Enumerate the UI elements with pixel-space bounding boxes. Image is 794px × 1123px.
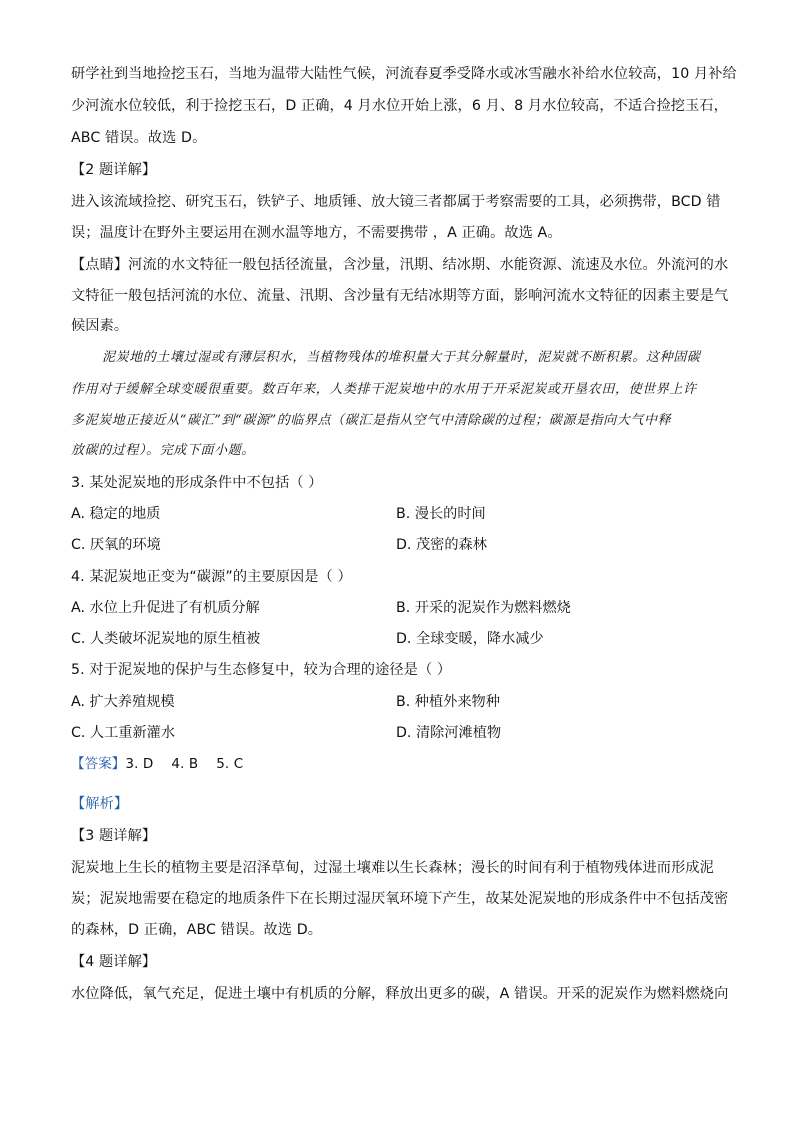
q3-line-2: 炭；泥炭地需要在稳定的地质条件下在长期过湿厌氧环境下产生，故某处泥炭地的形成条件中不包括茂密 bbox=[71, 891, 729, 907]
question-4-stem: 4. 某泥炭地正变为“碳源”的主要原因是（ ） bbox=[71, 569, 352, 585]
question-3-option-b: B. 漫长的时间 bbox=[396, 506, 486, 522]
passage-line-3: 多泥炭地正接近从“碳汇”到“碳源”的临界点（碳汇是指从空气中清除碳的过程；碳源是指向大气中释 bbox=[71, 413, 672, 428]
question-3-option-c: C. 厌氧的环境 bbox=[71, 537, 161, 553]
question-5-option-d: D. 清除河滩植物 bbox=[396, 725, 502, 741]
p1-line-2: 少河流水位较低，利于捡挖玉石，D 正确，4 月水位开始上涨，6 月、8 月水位较高，不适合捡挖玉石， bbox=[71, 98, 728, 114]
tip-line-3: 候因素。 bbox=[71, 318, 129, 334]
answer-3: 3. D bbox=[125, 756, 154, 772]
tip-line-1 bbox=[71, 255, 728, 275]
q3-line-3: 的森林，D 正确，ABC 错误。故选 D。 bbox=[71, 922, 323, 938]
question-4-option-d: D. 全球变暖，降水减少 bbox=[396, 631, 544, 647]
passage-line-2: 作用对于缓解全球变暖很重要。数百年来，人类排干泥炭地中的水用于开采泥炭或开垦农田，使世界上许 bbox=[71, 382, 697, 397]
q2-line-1: 进入该流域捡挖、研究玉石，铁铲子、地质锤、放大镜三者都属于考察需要的工具，必须携带，BCD 错 bbox=[71, 194, 721, 210]
passage-line-4: 放碳的过程）。完成下面小题。 bbox=[71, 443, 255, 458]
q2-line-2: 误；温度计在野外主要运用在测水温等地方，不需要携带 ，A 正确。故选 A。 bbox=[71, 225, 562, 241]
question-3-stem: 3. 某处泥炭地的形成条件中不包括（ ） bbox=[71, 475, 323, 491]
tip-line-2: 文特征一般包括河流的水位、流量、汛期、含沙量有无结冰期等方面，影响河流水文特征的因素主要是气 bbox=[71, 288, 729, 304]
p1-line-3: ABC 错误。故选 D。 bbox=[71, 130, 207, 146]
question-4-option-a: A. 水位上升促进了有机质分解 bbox=[71, 600, 260, 616]
q3-line-1: 泥炭地上生长的植物主要是沼泽草甸，过湿土壤难以生长森林；漫长的时间有利于植物残体进而形成泥 bbox=[71, 860, 714, 876]
answer-tag: 【答案】 bbox=[71, 756, 126, 772]
p1-line-1: 研学社到当地捡挖玉石，当地为温带大陆性气候，河流春夏季受降水或冰雪融水补给水位较高，10 月补给 bbox=[71, 66, 737, 82]
q2-detail-title: 【2 题详解】 bbox=[71, 162, 157, 178]
q4-detail-title: 【4 题详解】 bbox=[71, 954, 157, 970]
answer-line bbox=[71, 754, 243, 774]
question-5-stem: 5. 对于泥炭地的保护与生态修复中，较为合理的途径是（ ） bbox=[71, 662, 452, 678]
question-5-option-c: C. 人工重新灌水 bbox=[71, 725, 176, 741]
question-3-option-a: A. 稳定的地质 bbox=[71, 506, 161, 522]
question-4-option-b: B. 开采的泥炭作为燃料燃烧 bbox=[396, 600, 571, 616]
answer-4: 4. B bbox=[171, 756, 199, 772]
question-5-option-a: A. 扩大养殖规模 bbox=[71, 694, 175, 710]
analysis-tag: 【解析】 bbox=[71, 796, 129, 812]
passage-line-1: 泥炭地的土壤过湿或有薄层积水，当植物残体的堆积量大于其分解量时，泥炭就不断积累。这种固碳 bbox=[102, 350, 701, 365]
question-4-option-c: C. 人类破坏泥炭地的原生植被 bbox=[71, 631, 261, 647]
q3-detail-title: 【3 题详解】 bbox=[71, 828, 157, 844]
question-5-option-b: B. 种植外来物种 bbox=[396, 694, 500, 710]
q4-line-1: 水位降低，氧气充足，促进土壤中有机质的分解，释放出更多的碳，A 错误。开采的泥炭作为燃料燃烧向 bbox=[71, 986, 729, 1002]
question-3-option-d: D. 茂密的森林 bbox=[396, 537, 487, 553]
tip-tag: 【点睛】 bbox=[71, 257, 129, 273]
tip-text-1: 河流的水文特征一般包括径流量，含沙量，汛期、结冰期、水能资源、流速及水位。外流河的水 bbox=[128, 257, 729, 273]
answer-5: 5. C bbox=[216, 756, 244, 772]
